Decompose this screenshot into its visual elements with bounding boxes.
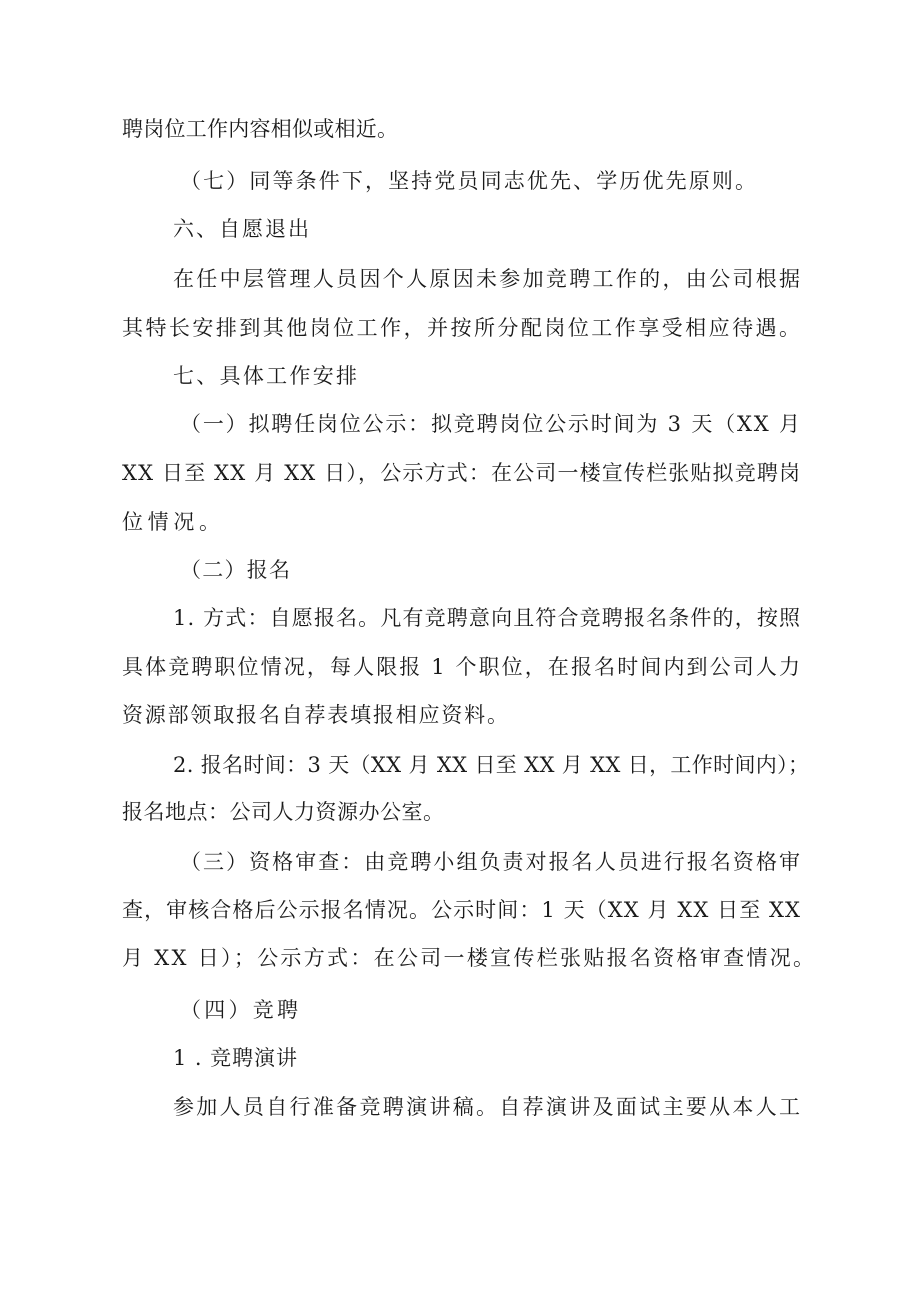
- paragraph-line: 资源部领取报名自荐表填报相应资料。: [122, 703, 510, 727]
- paragraph-line: （七）同等条件下，坚持党员同志优先、学历优先原则。: [180, 169, 759, 193]
- section-heading: 七、具体工作安排: [173, 364, 360, 388]
- section-heading: 六、自愿退出: [173, 217, 311, 241]
- paragraph-line: 1. 方式：自愿报名。凡有竞聘意向且符合竞聘报名条件的，按照: [173, 606, 802, 630]
- paragraph-line: 月 XX 日）；公示方式：在公司一楼宣传栏张贴报名资格审查情况。: [122, 946, 817, 970]
- paragraph-line: 位情况。: [122, 510, 225, 534]
- subsection-heading: 1 . 竞聘演讲: [173, 1046, 298, 1070]
- paragraph-line: 具体竞聘职位情况，每人限报 1 个职位，在报名时间内到公司人力: [122, 655, 803, 679]
- paragraph-line: 报名地点：公司人力资源办公室。: [122, 800, 445, 824]
- paragraph-line: 2. 报名时间：3 天（XX 月 XX 日至 XX 月 XX 日，工作时间内）；: [173, 753, 810, 777]
- paragraph-line: （三）资格审查：由竞聘小组负责对报名人员进行报名资格审: [180, 850, 803, 874]
- paragraph-line: 参加人员自行准备竞聘演讲稿。自荐演讲及面试主要从本人工: [173, 1095, 803, 1119]
- paragraph-line: 聘岗位工作内容相似或相近。: [122, 117, 399, 141]
- paragraph-line: （一）拟聘任岗位公示：拟竞聘岗位公示时间为 3 天（XX 月: [180, 412, 802, 436]
- paragraph-line: 其特长安排到其他岗位工作，并按所分配岗位工作享受相应待遇。: [122, 316, 803, 340]
- subsection-heading: （二）报名: [180, 558, 292, 582]
- paragraph-line: 在任中层管理人员因个人原因未参加竞聘工作的，由公司根据: [173, 267, 803, 291]
- subsection-heading: （四）竞聘: [180, 998, 302, 1022]
- paragraph-line: XX 日至 XX 月 XX 日），公示方式：在公司一楼宣传栏张贴拟竞聘岗: [122, 461, 802, 485]
- paragraph-line: 查，审核合格后公示报名情况。公示时间：1 天（XX 月 XX 日至 XX: [122, 898, 802, 922]
